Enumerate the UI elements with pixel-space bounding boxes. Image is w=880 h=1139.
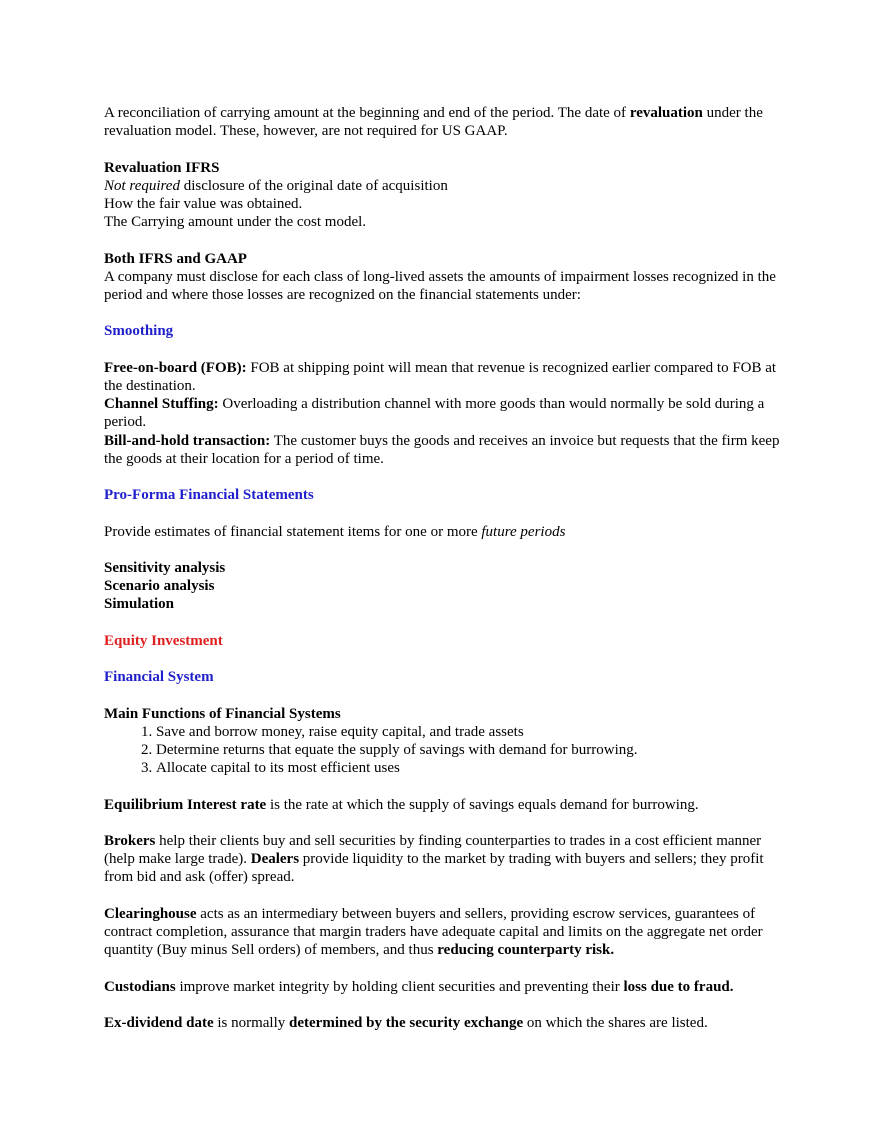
revaluation-ifrs-heading: Revaluation IFRS	[104, 159, 220, 176]
revaluation-line-2: How the fair value was obtained.	[104, 196, 303, 212]
list-item: 1. Save and borrow money, raise equity capital, and trade assets	[156, 723, 784, 741]
both-ifrs-gaap-text: A company must disclose for each class of long-lived assets the amounts of impairment losses recognized in the period and where those losses are recognized on the financial statements under:	[104, 268, 776, 303]
financial-system-heading: Financial System	[104, 669, 214, 686]
proforma-item: Scenario analysis	[104, 578, 215, 595]
proforma-item: Simulation	[104, 596, 175, 613]
revaluation-line-3: The Carrying amount under the cost model.	[104, 214, 367, 231]
custodians-paragraph: Custodians improve market integrity by holding client securities and preventing their loss due to fraud.	[104, 978, 734, 995]
document-page	[104, 104, 784, 1032]
revaluation-line-1: Not required disclosure of the original date of acquisition	[104, 177, 448, 194]
list-item: 3. Allocate capital to its most efficient uses	[156, 759, 784, 777]
proforma-item: Sensitivity analysis	[104, 559, 226, 576]
proforma-heading: Pro-Forma Financial Statements	[104, 487, 314, 504]
channel-stuffing-paragraph: Channel Stuffing: Overloading a distribution channel with more goods than would normally be sold during a period.	[104, 396, 765, 431]
list-item: 2. Determine returns that equate the supply of savings with demand for burrowing.	[156, 741, 784, 759]
main-functions-heading: Main Functions of Financial Systems	[104, 705, 341, 722]
equilibrium-paragraph: Equilibrium Interest rate is the rate at which the supply of savings equals demand for burrowing.	[104, 796, 699, 813]
both-ifrs-gaap-heading: Both IFRS and GAAP	[104, 250, 247, 267]
smoothing-heading: Smoothing	[104, 323, 174, 340]
brokers-paragraph: Brokers help their clients buy and sell securities by finding counterparties to trades in a cost efficient manner (help make large trade). Dealers provide liquidity to the market by trading with buyers and sellers; they profit from bid and ask (offer) spread.	[104, 832, 764, 886]
clearinghouse-paragraph: Clearinghouse acts as an intermediary between buyers and sellers, providing escrow services, guarantees of contract completion, assurance that margin traders have adequate capital and limits on the aggregate net order quantity (Buy minus Sell orders) of members, and thus reducing counterparty risk.	[104, 905, 763, 959]
functions-list	[104, 723, 784, 778]
ex-dividend-paragraph: Ex-dividend date is normally determined by the security exchange on which the shares are listed.	[104, 1014, 708, 1031]
fob-paragraph: Free-on-board (FOB): FOB at shipping point will mean that revenue is recognized earlier compared to FOB at the destination.	[104, 359, 777, 394]
intro-paragraph: A reconciliation of carrying amount at the beginning and end of the period. The date of revaluation under the revaluation model. These, however, are not required for US GAAP.	[104, 105, 763, 140]
equity-investment-heading: Equity Investment	[104, 632, 223, 649]
bill-and-hold-paragraph: Bill-and-hold transaction: The customer buys the goods and receives an invoice but requests that the firm keep the goods at their location for a period of time.	[104, 432, 780, 467]
proforma-text: Provide estimates of financial statement items for one or more future periods	[104, 523, 566, 540]
